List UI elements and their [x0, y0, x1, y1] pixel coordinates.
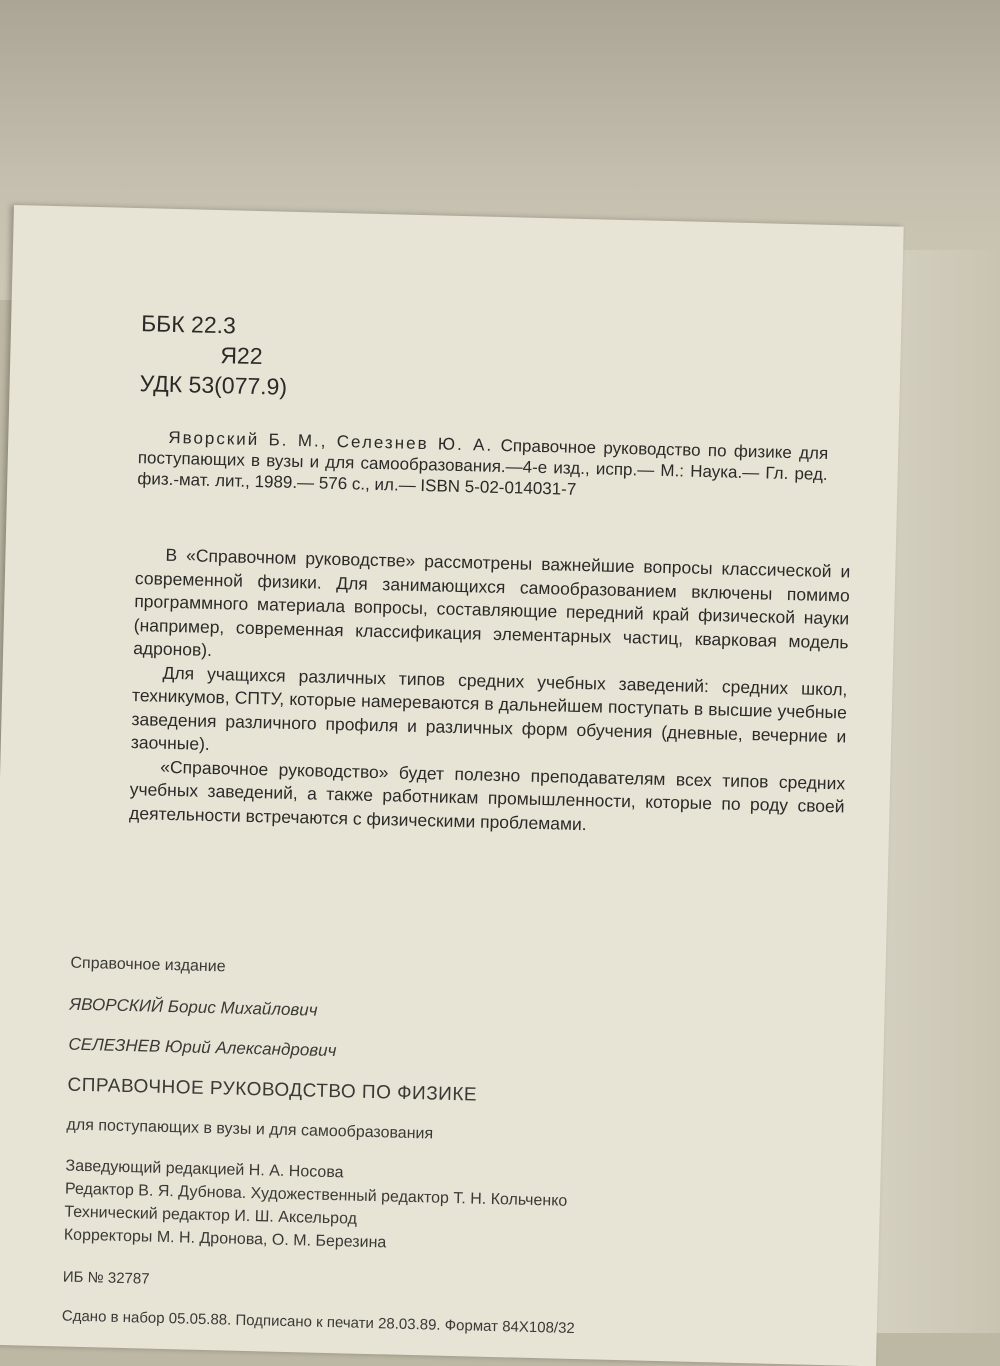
book-page: [0, 205, 904, 1366]
print-signed-line: Сдано в набор 05.05.88. Подписано к печати 28.03.89. Формат 84Х108/32: [61, 1307, 575, 1338]
staff-line: Технический редактор И. Ш. Аксельрод: [64, 1203, 358, 1228]
imprint-block: [62, 955, 861, 1344]
classification-codes: [139, 308, 289, 402]
annotation-paragraph: «Справочное руководство» будет полезно преподавателям всех типов средних учебных заведений, а также работникам промышленности, которые по роду своей деятельности встречаются с физическими проблемами.: [128, 756, 846, 834]
book-subtitle: для поступающих в вузы и для самообразования: [66, 1116, 434, 1143]
ib-number: ИБ № 32787: [62, 1268, 150, 1288]
edition-type: Справочное издание: [70, 954, 226, 976]
bibliographic-entry: [137, 426, 828, 506]
author-mark: Я22: [220, 342, 263, 370]
author-2: СЕЛЕЗНЕВ Юрий Александрович: [68, 1034, 337, 1061]
biblio-description: Справочное руководство по физике для поступающих в вузы и для самообразования.—4-е изд., испр.— М.: Наука.— Гл. ред. физ.-мат. лит., 1989.— 576 с., ил.— ISBN 5-02-014031-7: [137, 435, 829, 499]
staff-line: Редактор В. Я. Дубнова. Художественный редактор Т. Н. Кольченко: [64, 1180, 568, 1210]
author-1: ЯВОРСКИЙ Борис Михайлович: [69, 994, 318, 1020]
book-title: СПРАВОЧНОЕ РУКОВОДСТВО ПО ФИЗИКЕ: [67, 1074, 478, 1106]
annotation-paragraph: В «Справочном руководстве» рассмотрены важнейшие вопросы классической и современной физики. Для занимающихся самообразованием включены помимо программного материала вопросы, составляющие передний край физической науки (например, современная классификация элементарных частиц, кварковая модель адронов).: [132, 544, 851, 660]
editorial-staff: [64, 1155, 856, 1266]
bbk-code: ББК 22.3: [140, 310, 237, 339]
staff-line: Корректоры М. Н. Дронова, О. М. Березина: [63, 1226, 387, 1252]
annotation: [129, 543, 851, 842]
udk-code: УДК 53(077.9): [139, 370, 288, 400]
staff-line: Заведующий редакцией Н. А. Носова: [65, 1157, 344, 1182]
biblio-authors: Яворский Б. М., Селезнев Ю. А.: [168, 427, 494, 455]
annotation-paragraph: Для учащихся различных типов средних учебных заведений: средних школ, техникумов, СПТУ, которые намереваются в дальнейшем поступать в высшие учебные заведения различного профиля и различных форм обучения (дневные, вечерние и заочные).: [130, 662, 848, 754]
